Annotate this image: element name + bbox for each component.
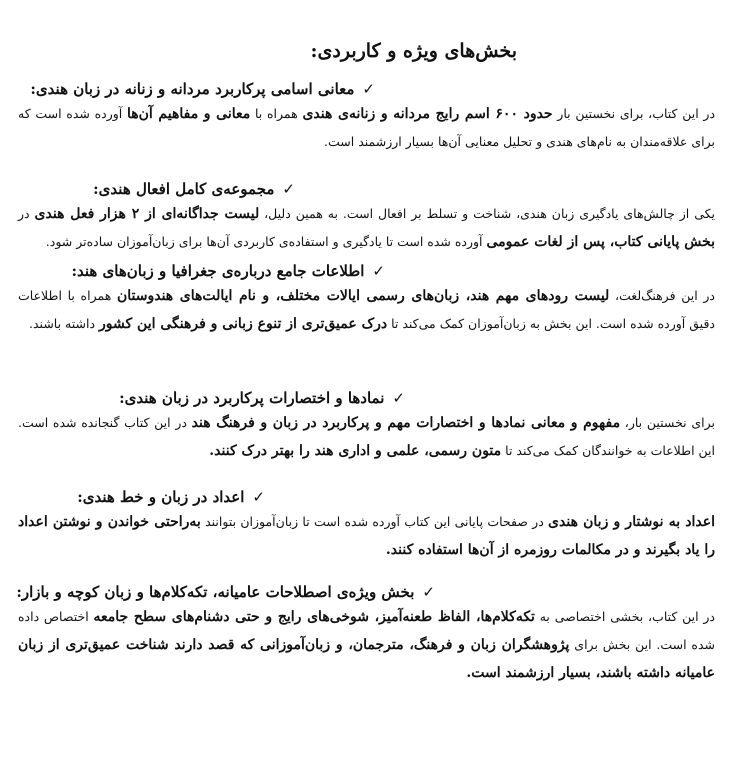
section-hindi-names xyxy=(18,78,715,155)
body-text: آورده شده است که برای علاقه‌مندان به نام‌های هندی و تحلیل معنایی آن‌ها بسیار ارزشمند است. xyxy=(18,106,715,149)
body-text: آورده شده است تا یادگیری و استفاده‌ی کاربردی آن‌ها برای زبان‌آموزان ساده‌تر شود. xyxy=(45,234,487,249)
section-title-text: مجموعه‌ی کامل افعال هندی: xyxy=(93,180,275,198)
section-geography-languages xyxy=(18,260,715,338)
body-text: در این فرهنگ‌لغت، xyxy=(609,288,715,303)
section-title-text: اعداد در زبان و خط هندی: xyxy=(77,488,245,506)
section-body xyxy=(18,100,715,155)
body-bold-text: معانی و مفاهیم آن‌ها xyxy=(126,106,251,122)
body-bold-text: درک عمیق‌تری از تنوع زبانی و فرهنگی این کشور xyxy=(99,316,388,332)
section-title-text: بخش ویژه‌ی اصطلاحات عامیانه، تکه‌کلام‌ها و زبان کوچه و بازار: xyxy=(16,583,415,601)
checkmark-icon: ✓ xyxy=(362,80,375,98)
section-title xyxy=(18,260,715,282)
section-title xyxy=(18,486,715,508)
body-text: در xyxy=(18,206,35,221)
section-title-text: معانی اسامی پرکاربرد مردانه و زنانه در زبان هندی: xyxy=(30,80,355,98)
section-numbers xyxy=(18,486,715,564)
section-slang xyxy=(18,581,715,687)
section-body xyxy=(18,282,715,338)
body-text: همراه با xyxy=(250,106,303,121)
section-title-text: نمادها و اختصارات پرکاربرد در زبان هندی: xyxy=(119,389,385,407)
checkmark-icon: ✓ xyxy=(372,262,385,280)
section-body xyxy=(18,409,715,465)
body-text: یکی از چالش‌های یادگیری زبان هندی، شناخت و تسلط بر افعال است. به همین دلیل، xyxy=(259,206,716,221)
body-bold-text: متون رسمی، علمی و اداری هند را بهتر درک کنند. xyxy=(209,443,502,459)
checkmark-icon: ✓ xyxy=(282,180,295,198)
body-text: برای نخستین بار، xyxy=(620,415,715,430)
body-text: اختصاص داده شده است. این بخش برای xyxy=(18,609,715,652)
body-text: در این کتاب گنجانده شده است. این اطلاعات به خوانندگان کمک می‌کند تا xyxy=(18,415,715,458)
body-text: داشته باشند. xyxy=(29,316,100,331)
body-bold-text: بخش پایانی کتاب، پس از لغات عمومی xyxy=(486,234,715,250)
body-text: در صفحات پایانی این کتاب آورده شده است تا زبان‌آموزان بتوانند xyxy=(200,514,549,529)
section-body xyxy=(18,200,715,256)
body-bold-text: لیست رودهای مهم هند، زبان‌های رسمی ایالات مختلف، و نام ایالت‌های هندوستان xyxy=(116,288,610,304)
body-bold-text: پژوهشگران زبان و فرهنگ، مترجمان، و زبان‌آموزانی که قصد دارند شناخت عمیق‌تری از زبان عامیانه داشته باشند، بسیار ارزشمند است. xyxy=(18,637,715,681)
checkmark-icon: ✓ xyxy=(392,389,405,407)
section-title xyxy=(18,581,715,603)
checkmark-icon: ✓ xyxy=(252,488,265,506)
section-title-text: اطلاعات جامع درباره‌ی جغرافیا و زبان‌های هند: xyxy=(71,262,365,280)
section-title xyxy=(18,387,715,409)
body-bold-text: حدود ۶۰۰ اسم رایج مردانه و زنانه‌ی هندی xyxy=(302,106,553,122)
section-title xyxy=(18,78,715,100)
body-bold-text: به‌راحتی خواندن و نوشتن اعداد را یاد بگیرند و در مکالمات روزمره از آن‌ها استفاده کنند. xyxy=(18,514,715,558)
body-bold-text: لیست جداگانه‌ای از ۲ هزار فعل هندی xyxy=(34,206,260,222)
body-text: در این کتاب، بخشی اختصاصی به xyxy=(534,609,715,624)
section-hindi-verbs xyxy=(18,178,715,256)
body-bold-text: اعداد به نوشتار و زبان هندی xyxy=(548,514,716,530)
body-bold-text: مفهوم و معانی نمادها و اختصارات مهم و پرکاربرد در زبان و فرهنگ هند xyxy=(191,415,621,431)
body-bold-text: تکه‌کلام‌ها، الفاظ طعنه‌آمیز، شوخی‌های رایج و حتی دشنام‌های سطح جامعه xyxy=(93,609,535,625)
page-heading: بخش‌های ویژه و کاربردی: xyxy=(310,40,517,62)
section-title xyxy=(18,178,715,200)
section-body xyxy=(18,508,715,564)
body-text: همراه با اطلاعات دقیق آورده شده است. این بخش به زبان‌آموزان کمک می‌کند تا xyxy=(18,288,715,331)
checkmark-icon: ✓ xyxy=(422,583,435,601)
section-symbols-abbreviations xyxy=(18,387,715,465)
section-body xyxy=(18,603,715,687)
body-text: در این کتاب، برای نخستین بار xyxy=(552,106,716,121)
